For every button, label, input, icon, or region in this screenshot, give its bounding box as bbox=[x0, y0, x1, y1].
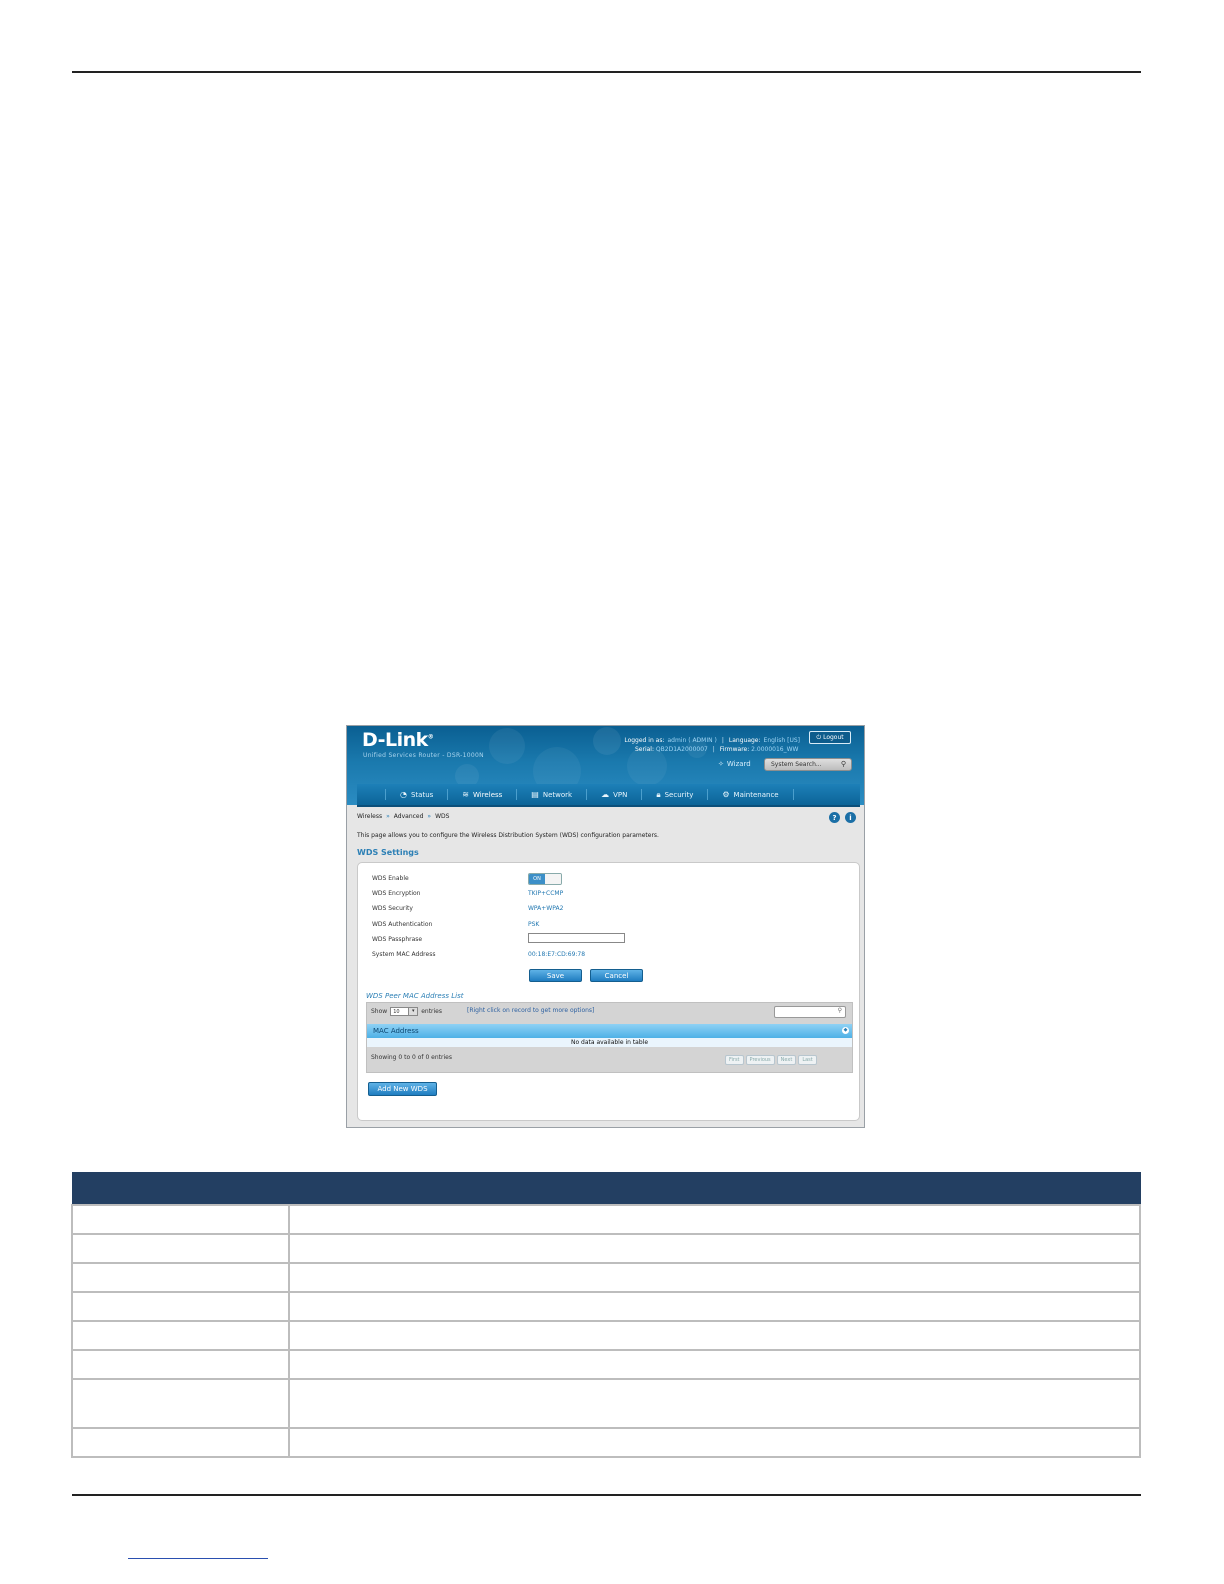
mac-label: System MAC Address bbox=[372, 951, 436, 958]
previous-page-button[interactable]: Previous bbox=[746, 1055, 775, 1065]
wds-settings-panel bbox=[357, 862, 860, 1121]
router-screenshot bbox=[346, 725, 865, 1128]
security-value: WPA+WPA2 bbox=[528, 905, 564, 912]
table-row bbox=[72, 1292, 1140, 1321]
add-label: Add New WDS bbox=[377, 1085, 428, 1093]
search-icon: ⚲ bbox=[840, 760, 846, 768]
table-header-cell-2 bbox=[289, 1173, 1140, 1206]
table-cell bbox=[289, 1321, 1140, 1350]
sort-icon[interactable]: ◆ bbox=[843, 1027, 848, 1033]
table-cell bbox=[72, 1292, 289, 1321]
crumb-wireless[interactable]: Wireless bbox=[357, 813, 383, 820]
wifi-icon: ≋ bbox=[462, 790, 469, 799]
language-select[interactable]: English [US] bbox=[763, 736, 800, 744]
table-cell bbox=[289, 1350, 1140, 1379]
column-label: MAC Address bbox=[373, 1027, 419, 1035]
table-cell bbox=[289, 1205, 1140, 1234]
enable-label: WDS Enable bbox=[372, 875, 409, 882]
table-search-input[interactable] bbox=[774, 1006, 846, 1018]
empty-row: No data available in table bbox=[367, 1038, 852, 1047]
table-cell bbox=[72, 1205, 289, 1234]
entries-select[interactable] bbox=[390, 1007, 418, 1016]
main-nav bbox=[357, 784, 860, 807]
wds-enable-toggle[interactable] bbox=[528, 873, 562, 885]
crumb-advanced[interactable]: Advanced bbox=[393, 813, 424, 820]
table-cell bbox=[72, 1350, 289, 1379]
last-page-button[interactable]: Last bbox=[798, 1055, 816, 1065]
logged-in-user: admin ( ADMIN ) bbox=[667, 736, 717, 744]
right-click-hint: [Right click on record to get more options] bbox=[467, 1007, 595, 1014]
show-entries bbox=[371, 1007, 442, 1016]
mac-column-header[interactable] bbox=[367, 1024, 852, 1038]
lock-icon: 🔒︎ bbox=[656, 789, 661, 799]
cancel-label: Cancel bbox=[604, 971, 629, 980]
entries-value: 10 bbox=[393, 1009, 400, 1015]
passphrase-label: WDS Passphrase bbox=[372, 936, 423, 943]
table-row bbox=[72, 1379, 1140, 1428]
pagination bbox=[725, 1055, 817, 1065]
first-page-button[interactable]: First bbox=[725, 1055, 744, 1065]
serial-value: QB2D1A2000007 bbox=[655, 746, 708, 753]
table-cell bbox=[289, 1234, 1140, 1263]
table-row bbox=[72, 1321, 1140, 1350]
nav-security[interactable] bbox=[641, 789, 707, 800]
nav-vpn[interactable] bbox=[586, 789, 641, 800]
search-icon: ⚲ bbox=[837, 1007, 842, 1014]
table-cell bbox=[289, 1292, 1140, 1321]
system-search-input[interactable] bbox=[764, 758, 852, 771]
cancel-button[interactable] bbox=[590, 969, 643, 982]
crumb-wds: WDS bbox=[435, 813, 450, 820]
next-page-button[interactable]: Next bbox=[777, 1055, 797, 1065]
firmware-value: 2.0000016_WW bbox=[751, 746, 799, 753]
nav-label: Security bbox=[664, 790, 694, 799]
mac-value: 00:18:E7:CD:69:78 bbox=[528, 951, 586, 958]
table-cell bbox=[289, 1263, 1140, 1292]
peer-list-table bbox=[366, 1002, 853, 1073]
table-row bbox=[72, 1263, 1140, 1292]
authentication-label: WDS Authentication bbox=[372, 921, 433, 928]
logout-label: Logout bbox=[823, 734, 844, 741]
field-table bbox=[71, 1172, 1141, 1458]
table-cell bbox=[72, 1428, 289, 1457]
gauge-icon: ◔ bbox=[400, 790, 407, 799]
table-cell bbox=[72, 1321, 289, 1350]
logout-button[interactable] bbox=[809, 731, 851, 744]
table-header-cell-1 bbox=[72, 1173, 289, 1206]
entries-label: entries bbox=[421, 1008, 443, 1015]
authentication-value: PSK bbox=[528, 921, 540, 928]
bottom-rule bbox=[72, 1494, 1141, 1496]
save-label: Save bbox=[546, 971, 565, 980]
logged-in-label: Logged in as: bbox=[624, 736, 665, 744]
nav-label: Network bbox=[542, 790, 573, 799]
product-subtitle: Unified Services Router - DSR-1000N bbox=[363, 752, 484, 759]
table-cell bbox=[289, 1428, 1140, 1457]
table-summary: Showing 0 to 0 of 0 entries bbox=[371, 1054, 452, 1061]
section-title: WDS Settings bbox=[357, 848, 419, 857]
encryption-value: TKIP+CCMP bbox=[528, 890, 564, 897]
nav-status[interactable] bbox=[385, 789, 447, 800]
search-placeholder: System Search... bbox=[771, 761, 822, 768]
passphrase-field[interactable] bbox=[528, 933, 625, 943]
save-button[interactable] bbox=[529, 969, 582, 982]
table-header-row bbox=[72, 1173, 1140, 1206]
table-cell bbox=[72, 1379, 289, 1428]
breadcrumb bbox=[357, 813, 449, 820]
nav-label: Status bbox=[410, 790, 434, 799]
table-row bbox=[72, 1428, 1140, 1457]
table-cell bbox=[72, 1234, 289, 1263]
table-row bbox=[72, 1234, 1140, 1263]
nav-network[interactable] bbox=[516, 789, 586, 800]
nav-label: Maintenance bbox=[733, 790, 779, 799]
login-info: Logged in as: admin ( ADMIN ) | Language: English [US] bbox=[624, 736, 800, 744]
top-rule bbox=[72, 71, 1141, 73]
dlink-logo: D-Link® bbox=[362, 729, 434, 751]
power-icon: ⏻ bbox=[816, 733, 822, 741]
nav-label: Wireless bbox=[473, 790, 503, 799]
table-row bbox=[72, 1205, 1140, 1234]
wizard-label: Wizard bbox=[726, 760, 751, 768]
crumb-sep: » bbox=[427, 813, 432, 820]
footer-link-underline[interactable] bbox=[128, 1558, 268, 1559]
chevron-down-icon: ▾ bbox=[408, 1008, 417, 1015]
security-label: WDS Security bbox=[372, 905, 413, 912]
page-description: This page allows you to configure the Wireless Distribution System (WDS) configuration parameters. bbox=[357, 832, 659, 839]
nav-wireless[interactable] bbox=[447, 789, 516, 800]
toggle-on-label: ON bbox=[529, 874, 545, 884]
show-label: Show bbox=[371, 1008, 388, 1015]
gears-icon: ⚙ bbox=[722, 790, 730, 799]
help-icon[interactable]: ? bbox=[829, 812, 840, 823]
language-label: Language: bbox=[728, 736, 761, 744]
crumb-sep: » bbox=[386, 813, 390, 820]
peer-list-title: WDS Peer MAC Address List bbox=[366, 992, 464, 1000]
cloud-lock-icon: ☁ bbox=[601, 790, 610, 799]
table-cell bbox=[289, 1379, 1140, 1428]
serial-label: Serial: bbox=[635, 746, 654, 753]
wand-icon: ✧ bbox=[718, 760, 724, 768]
wizard-link[interactable] bbox=[718, 760, 751, 768]
firmware-label: Firmware: bbox=[719, 746, 750, 753]
main-content bbox=[357, 807, 860, 1125]
table-cell bbox=[72, 1263, 289, 1292]
device-info: Serial: QB2D1A2000007 | Firmware: 2.0000016_WW bbox=[635, 746, 799, 753]
table-row bbox=[72, 1350, 1140, 1379]
encryption-label: WDS Encryption bbox=[372, 890, 421, 897]
nav-label: VPN bbox=[613, 790, 628, 799]
info-icon[interactable]: i bbox=[845, 812, 856, 823]
add-new-wds-button[interactable] bbox=[368, 1082, 437, 1096]
server-icon: ▤ bbox=[531, 790, 539, 799]
nav-maintenance[interactable] bbox=[707, 789, 793, 800]
toggle-off-half bbox=[545, 874, 561, 884]
app-header bbox=[347, 726, 864, 805]
